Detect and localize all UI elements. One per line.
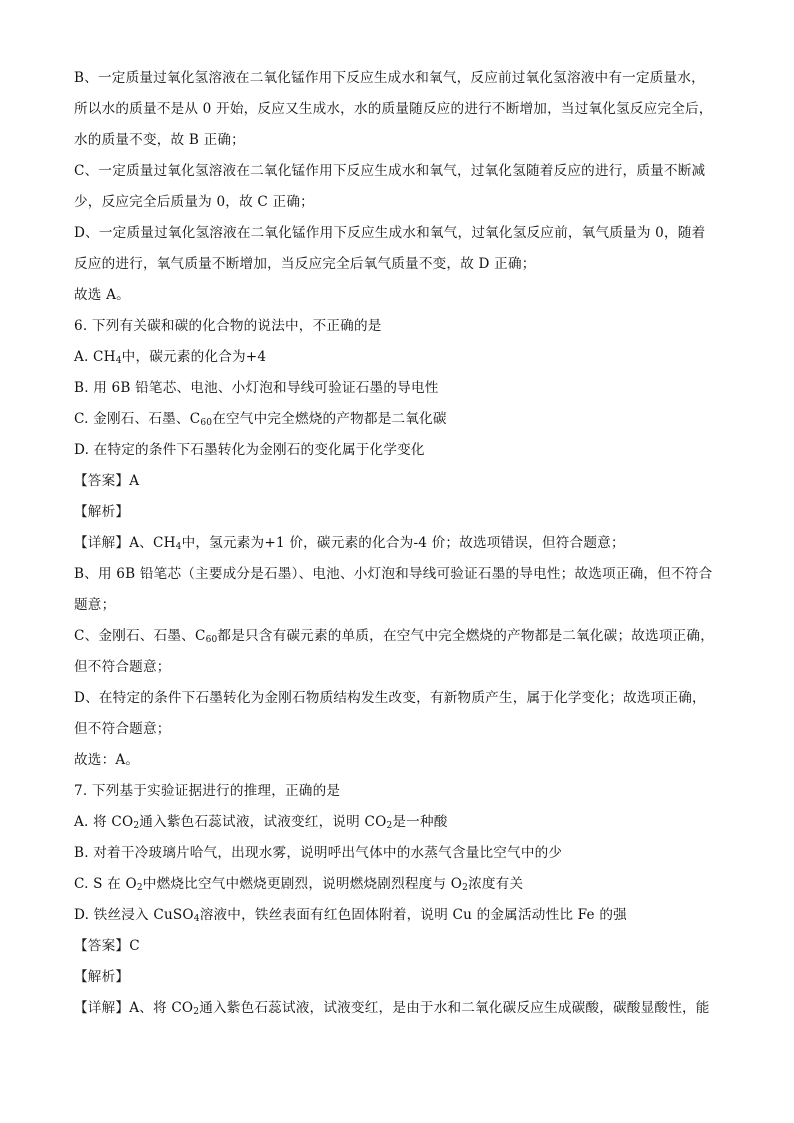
q6-choose: 故选：A。 (74, 752, 140, 768)
q6-detail-d-line2: 但不符合题意； (74, 721, 171, 737)
q6-detail-b-line1: B、用 6B 铅笔芯（主要成分是石墨）、电池、小灯泡和导线可验证石墨的导电性；故选项正确，但不符合 (74, 566, 713, 582)
q5-analysis-d-line1: D、一定质量过氧化氢溶液在二氧化锰作用下反应生成水和氧气，过氧化氢反应前，氧气质量为 0，随着 (74, 225, 706, 241)
q6-analysis-label: 【解析】 (74, 504, 130, 520)
q6-detail-a: 【详解】A、$CH_4$中，氢元素为+1 价，碳元素的化合为-4 价；故选项错误，但符合题意； (74, 535, 625, 552)
q7-option-b: B. 对着干冷玻璃片哈气，出现水雾，说明呼出气体中的水蒸气含量比空气中的少 (74, 845, 563, 861)
q6-answer: 【答案】A (74, 473, 140, 489)
q6-detail-c-line1: C、金刚石、石墨、$C_{60}$都是只含有碳元素的单质，在空气中完全燃烧的产物都是二氧化碳；故选项正确， (74, 628, 714, 645)
q6-detail-b-line2: 题意； (74, 597, 116, 613)
q6-detail-d-line1: D、在特定的条件下石墨转化为金刚石物质结构发生改变，有新物质产生，属于化学变化；故选项正确， (74, 690, 706, 706)
q7-option-d: D. 铁丝浸入 CuSO$_4$溶液中，铁丝表面有红色固体附着，说明 Cu 的金属活动性比 Fe 的强 (74, 907, 627, 924)
q5-analysis-c-line2: 少，反应完全后质量为 0，故 C 正确； (74, 194, 314, 210)
q6-option-c: C. 金刚石、石墨、$C_{60}$在空气中完全燃烧的产物都是二氧化碳 (74, 411, 447, 428)
q7-stem: 7. 下列基于实验证据进行的推理，正确的是 (74, 783, 341, 799)
q5-analysis-b-line2: 所以水的质量不是从 0 开始，反应又生成水，水的质量随反应的进行不断增加，当过氧化氢反应完全后， (74, 101, 713, 117)
q5-choose: 故选 A。 (74, 287, 130, 303)
q7-option-c: C. S 在 $O_2$中燃烧比空气中燃烧更剧烈，说明燃烧剧烈程度与 $O_2$浓度有关 (74, 876, 524, 893)
q6-stem: 6. 下列有关碳和碳的化合物的说法中，不正确的是 (74, 318, 382, 334)
q7-analysis-label: 【解析】 (74, 969, 130, 985)
q7-answer: 【答案】C (74, 938, 140, 954)
q6-option-d: D. 在特定的条件下石墨转化为金刚石的变化属于化学变化 (74, 442, 425, 458)
q6-detail-c-line2: 但不符合题意； (74, 659, 171, 675)
q6-option-a: A. $CH_4$中，碳元素的化合为+4 (74, 349, 267, 366)
q5-analysis-b-line3: 水的质量不变，故 B 正确； (74, 132, 245, 148)
q7-option-a: A. 将 $CO_2$通入紫色石蕊试液，试液变红，说明 $CO_2$是一种酸 (74, 814, 448, 831)
q7-detail-a: 【详解】A、将 $CO_2$通入紫色石蕊试液，试液变红，是由于水和二氧化碳反应生成碳酸，碳酸显酸性，能 (74, 1000, 710, 1017)
q5-analysis-b-line1: B、一定质量过氧化氢溶液在二氧化锰作用下反应生成水和氧气，反应前过氧化氢溶液中有一定质量水， (74, 70, 705, 86)
q5-analysis-c-line1: C、一定质量过氧化氢溶液在二氧化锰作用下反应生成水和氧气，过氧化氢随着反应的进行，质量不断减 (74, 163, 706, 179)
q5-analysis-d-line2: 反应的进行，氧气质量不断增加，当反应完全后氧气质量不变，故 D 正确； (74, 256, 536, 272)
q6-option-b: B. 用 6B 铅笔芯、电池、小灯泡和导线可验证石墨的导电性 (74, 380, 439, 396)
